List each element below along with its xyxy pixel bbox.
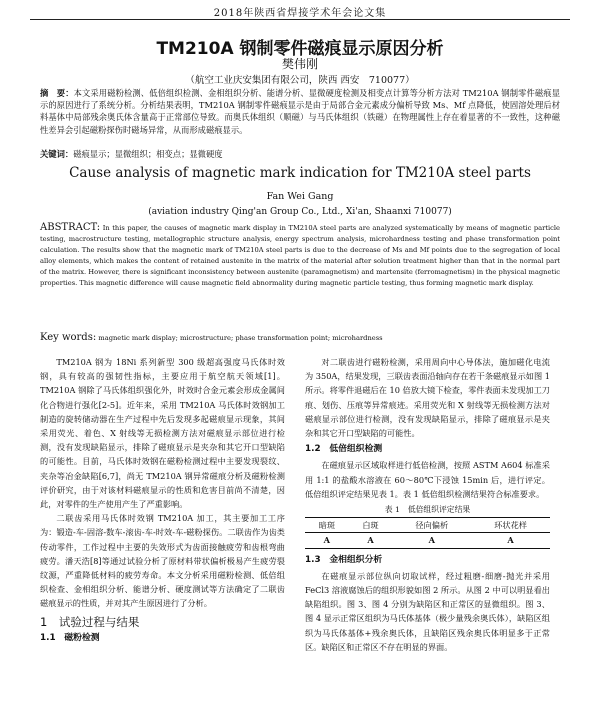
section-1-2-heading: 1.2 低倍组织检测 xyxy=(305,444,383,455)
english-keywords-text: magnetic mark display; microstructure; phase transformation point; microhardness xyxy=(98,334,383,342)
body-left-column xyxy=(40,355,285,647)
section-1-3-heading: 1.3 金相组织分析 xyxy=(305,554,383,565)
table-header-cell: 暗斑 xyxy=(305,518,349,533)
intro-paragraph-2: 二联齿采用马氏体时效钢 TM210A 加工，其主要加工工序为：锻造-车-固溶-数车-滚齿-车-时效-车-磁粉探伤。二联齿作为齿类传动零件，工作过程中主要的失效形式为齿面接触疲劳和齿根弯曲疲劳。潘天浩[8]等通过试验分析了原材料带状偏析极易产生疲劳裂纹源，严重降低材料的疲劳寿命。本文分析采用磁粉检测、低倍组织检查、金相组织分析、能谱分析、硬度测试等方法确定了二联齿磁痕显示的性质，并对其产生原因进行了分析。 xyxy=(40,513,285,609)
chinese-abstract-text: 本文采用磁粉检测、低倍组织检测、金相组织分析、能谱分析、显微硬度检测及相变点计算等分析方法对 TM210A 钢制零件磁痕显示的原因进行了系统分析。分析结果表明，TM210A 钢制零件磁痕显示是由于局部合金元素成分偏析导致 Ms、Mf 点降低，使固溶处理后材料基体中局部残余奥氏体含量高于正常部位导致。而奥氏体组织（顺磁）与马氏体组织（铁磁）在物理属性上存在着显著的不一致性，这种磁性差异会引起磁粉探伤时磁场异常，从而形成磁痕显示。 xyxy=(40,88,560,135)
english-affiliation: (aviation industry Qing'an Group Co., Ltd., Xi'an, Shaanxi 710077) xyxy=(148,207,452,217)
table-header-cell: 环状花样 xyxy=(471,518,550,533)
section-1-heading: 1 试验过程与结果 xyxy=(40,614,140,629)
english-author: Fan Wei Gang xyxy=(266,191,334,202)
table-1-caption: 表 1 低倍组织评定结果 xyxy=(384,505,471,515)
table-row xyxy=(305,533,550,548)
running-header: 2018年陕西省焊接学术年会论文集 xyxy=(213,8,387,19)
section-1-1-heading: 1.1 磁粉检测 xyxy=(40,632,100,643)
macro-result-table xyxy=(305,503,550,549)
body-right-column xyxy=(305,355,550,654)
header-rule xyxy=(30,19,570,20)
english-abstract-label: ABSTRACT: xyxy=(40,222,101,233)
chinese-keywords xyxy=(40,148,560,160)
chinese-abstract-label: 摘 要： xyxy=(40,88,74,98)
table-cell: A xyxy=(349,533,393,548)
english-keywords xyxy=(40,332,560,343)
chinese-title: TM210A 钢制零件磁痕显示原因分析 xyxy=(156,39,444,59)
table-header-row xyxy=(305,518,550,533)
table-cell: A xyxy=(392,533,471,548)
chinese-author: 樊伟刚 xyxy=(281,57,318,71)
chinese-keywords-text: 磁痕显示；显微组织；相变点；显微硬度 xyxy=(73,149,223,159)
english-title: Cause analysis of magnetic mark indication for TM210A steel parts xyxy=(69,165,531,181)
table-header-cell: 白斑 xyxy=(349,518,393,533)
macro-paragraph: 在磁痕显示区域取样进行低倍检测，按照 ASTM A604 标准采用 1:1 的盐酸水溶液在 60～80℃下浸蚀 15min 后，进行评定。低倍组织评定结果见表 1。表 1 低倍组织检测结果符合标准要求。 xyxy=(305,460,550,499)
english-abstract-text: In this paper, the causes of magnetic mark display in TM210A steel parts are analyzed systematically by means of magnetic particle testing, macrostructure testing, metallographic structure analysis, energy spectrum analysis, microhardness testing and phase transformation point calculation. The results show that the magnetic mark of TM210A steel parts is due to the decrease of Ms and Mf points due to the segregation of local alloy elements, which makes the content of retained austenite in the matrix of the material after solution treatment higher than that in the normal part of the matrix. However, there is significant inconsistency between austenite (paramagnetism) and martensite (ferromagnetism) in the physical magnetic properties. This magnetic difference will cause magnetic field abnormality during magnetic particle testing, thus forming magnetic mark display. xyxy=(40,224,560,287)
mt-paragraph: 对二联齿进行磁粉检测，采用周向中心导体法，施加磁化电流为 350A，结果发现，三联齿表面沿轴向存在若干条磁痕显示如图 1 所示。将零件退磁后在 10 倍放大镜下检查，零件表面未发现加工刀痕、划伤、压痕等异常痕迹。采用荧光和 X 射线等无损检测方法对磁痕显示部位进行检测，没有发现缺陷显示，排除了磁痕显示是夹杂和其它开口型缺陷的可能性。 xyxy=(305,357,550,439)
chinese-abstract xyxy=(40,87,560,136)
chinese-affiliation: （航空工业庆安集团有限公司，陕西 西安 710077） xyxy=(185,75,415,86)
chinese-keywords-label: 关键词： xyxy=(40,149,74,159)
table-header-cell: 径向偏析 xyxy=(392,518,471,533)
metallography-paragraph: 在磁痕显示部位纵向切取试样，经过粗磨-细磨-抛光并采用 FeCl3 溶液腐蚀后的组织形貌如图 2 所示。从图 2 中可以明显看出缺陷组织。图 3、图 4 分别为缺陷区和正常区的显微组织。图 3、图 4 显示正常区组织为马氏体基体（极少量残余奥氏体），缺陷区组织为马氏体基体+残余奥氏体，且缺陷区残余奥氏体明显多于正常区。缺陷区和正常区不存在明显的界面。 xyxy=(305,570,550,652)
english-abstract xyxy=(40,222,560,289)
table-cell: A xyxy=(471,533,550,548)
english-keywords-label: Key words: xyxy=(40,332,97,343)
intro-paragraph-1: TM210A 钢为 18Ni 系列新型 300 级超高强度马氏体时效钢，具有较高的强韧性指标，主要应用于航空航天领域[1]。TM210A 钢除了马氏体组织强化外，时效时合金元素会形成金属间化合物进行强化[2-5]。近年来，采用 TM210A 马氏体时效钢加工制造的旋转储动器在生产过程中先后发现多起磁痕显示现象，其间采用荧光、着色、X 射线等无损检测方法对磁痕显示部位进行检测，没有发现缺陷显示，排除了磁痕显示是夹杂和其它开口型缺陷的可能性。目前，马氏体时效钢在磁粉检测过程中主要发现裂纹、夹杂等冶金缺陷[6,7]，尚无 TM210A 钢异常磁痕分析及磁粉检测评价研究，由于对该材料磁痕显示的性质和危害目前尚不清楚，因此，对零件的生产使用产生了严重影响。 xyxy=(40,357,285,510)
table-cell: A xyxy=(305,533,349,548)
